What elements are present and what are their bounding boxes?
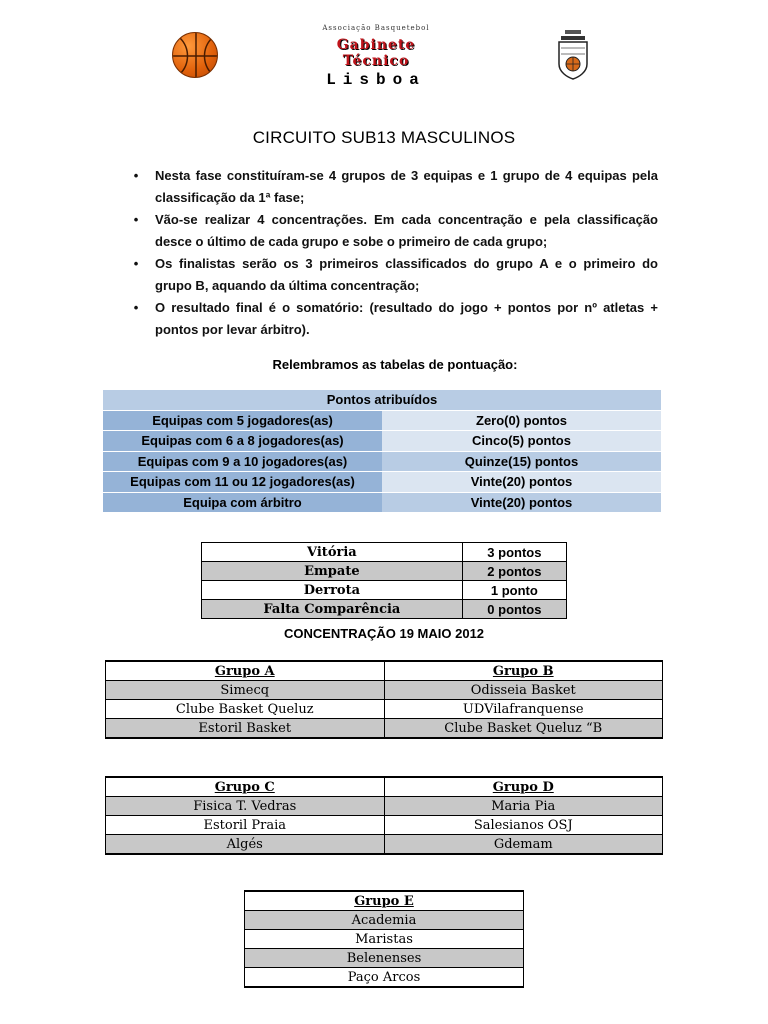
result-value: 0 pontos xyxy=(462,600,566,619)
team-cell: Fisica T. Vedras xyxy=(106,797,385,816)
result-label: Vitória xyxy=(202,543,463,562)
table-row xyxy=(103,410,661,431)
table-header: Pontos atribuídos xyxy=(103,390,661,410)
table-header-row xyxy=(106,661,663,681)
table-row xyxy=(106,681,663,700)
table-row xyxy=(106,700,663,719)
team-cell: Clube Basket Queluz “B xyxy=(384,719,663,739)
logo-small-text: Associação Basquetebol xyxy=(322,24,430,32)
table-row xyxy=(245,968,524,988)
page-title: CIRCUITO SUB13 MASCULINOS xyxy=(252,128,516,147)
team-cell: Algés xyxy=(106,835,385,855)
team-cell: Salesianos OSJ xyxy=(384,816,663,835)
result-value: 1 ponto xyxy=(462,581,566,600)
points-label: Equipas com 9 a 10 jogadores(as) xyxy=(103,451,382,472)
team-cell: Clube Basket Queluz xyxy=(106,700,385,719)
team-cell: Maristas xyxy=(245,930,524,949)
result-label: Empate xyxy=(202,562,463,581)
bullet-icon: • xyxy=(133,168,139,183)
association-logo xyxy=(310,24,442,89)
list-item-text: Os finalistas serão os 3 primeiros classificados do grupo A e o primeiro do grupo B, aquando da última concentração; xyxy=(155,256,658,293)
table-header-row xyxy=(103,390,661,410)
result-value: 2 pontos xyxy=(462,562,566,581)
group-e-header: Grupo E xyxy=(245,891,524,911)
points-value: Vinte(20) pontos xyxy=(382,492,661,513)
team-cell: UDVilafranquense xyxy=(384,700,663,719)
team-cell: Paço Arcos xyxy=(245,968,524,988)
team-cell: Belenenses xyxy=(245,949,524,968)
table-row xyxy=(202,600,567,619)
section-subtitle: Relembramos as tabelas de pontuação: xyxy=(272,357,518,372)
bullet-icon: • xyxy=(133,300,139,315)
table-row xyxy=(245,949,524,968)
group-a-header: Grupo A xyxy=(106,661,385,681)
table-row xyxy=(106,816,663,835)
table-row xyxy=(106,835,663,855)
list-item-text: Vão-se realizar 4 concentrações. Em cada concentração e pela classificação desce o último de cada grupo e sobe o primeiro de cada grupo; xyxy=(155,212,658,249)
list-item xyxy=(130,165,658,209)
table-row xyxy=(103,431,661,452)
result-label: Falta Comparência xyxy=(202,600,463,619)
points-label: Equipa com árbitro xyxy=(103,492,382,513)
list-item-text: O resultado final é o somatório: (resultado do jogo + pontos por nº atletas + pontos por levar árbitro). xyxy=(155,300,658,337)
groups-cd-table xyxy=(105,776,663,855)
table-row xyxy=(103,472,661,493)
team-cell: Odisseia Basket xyxy=(384,681,663,700)
group-b-header: Grupo B xyxy=(384,661,663,681)
list-item xyxy=(130,297,658,341)
points-value: Zero(0) pontos xyxy=(382,410,661,431)
group-e-table xyxy=(244,890,524,988)
result-value: 3 pontos xyxy=(462,543,566,562)
points-value: Quinze(15) pontos xyxy=(382,451,661,472)
points-table xyxy=(103,390,661,513)
team-cell: Simecq xyxy=(106,681,385,700)
team-cell: Estoril Basket xyxy=(106,719,385,739)
team-cell: Academia xyxy=(245,911,524,930)
team-cell: Maria Pia xyxy=(384,797,663,816)
points-label: Equipas com 6 a 8 jogadores(as) xyxy=(103,431,382,452)
table-header-row xyxy=(106,777,663,797)
points-value: Vinte(20) pontos xyxy=(382,472,661,493)
table-row xyxy=(106,719,663,739)
logo-city-text: Lisboa xyxy=(326,71,426,89)
table-row xyxy=(103,492,661,513)
list-item-text: Nesta fase constituíram-se 4 grupos de 3 equipas e 1 grupo de 4 equipas pela classificação da 1ª fase; xyxy=(155,168,658,205)
points-label: Equipas com 5 jogadores(as) xyxy=(103,410,382,431)
team-cell: Gdemam xyxy=(384,835,663,855)
bullet-icon: • xyxy=(133,212,139,227)
results-table xyxy=(201,542,567,619)
table-row xyxy=(245,930,524,949)
table-row xyxy=(106,797,663,816)
basketball-icon xyxy=(172,32,218,78)
table-row xyxy=(202,562,567,581)
table-header-row xyxy=(245,891,524,911)
bullet-icon: • xyxy=(133,256,139,271)
team-cell: Estoril Praia xyxy=(106,816,385,835)
table-row xyxy=(202,543,567,562)
logo-main-text: Gabinete Técnico xyxy=(336,37,416,69)
points-label: Equipas com 11 ou 12 jogadores(as) xyxy=(103,472,382,493)
club-crest-icon xyxy=(553,26,593,82)
group-d-header: Grupo D xyxy=(384,777,663,797)
list-item xyxy=(130,253,658,297)
table-row xyxy=(245,911,524,930)
group-c-header: Grupo C xyxy=(106,777,385,797)
result-label: Derrota xyxy=(202,581,463,600)
rules-list xyxy=(130,165,658,341)
groups-ab-table xyxy=(105,660,663,739)
concentration-heading: CONCENTRAÇÃO 19 MAIO 2012 xyxy=(283,626,485,641)
points-value: Cinco(5) pontos xyxy=(382,431,661,452)
table-row xyxy=(202,581,567,600)
table-row xyxy=(103,451,661,472)
list-item xyxy=(130,209,658,253)
